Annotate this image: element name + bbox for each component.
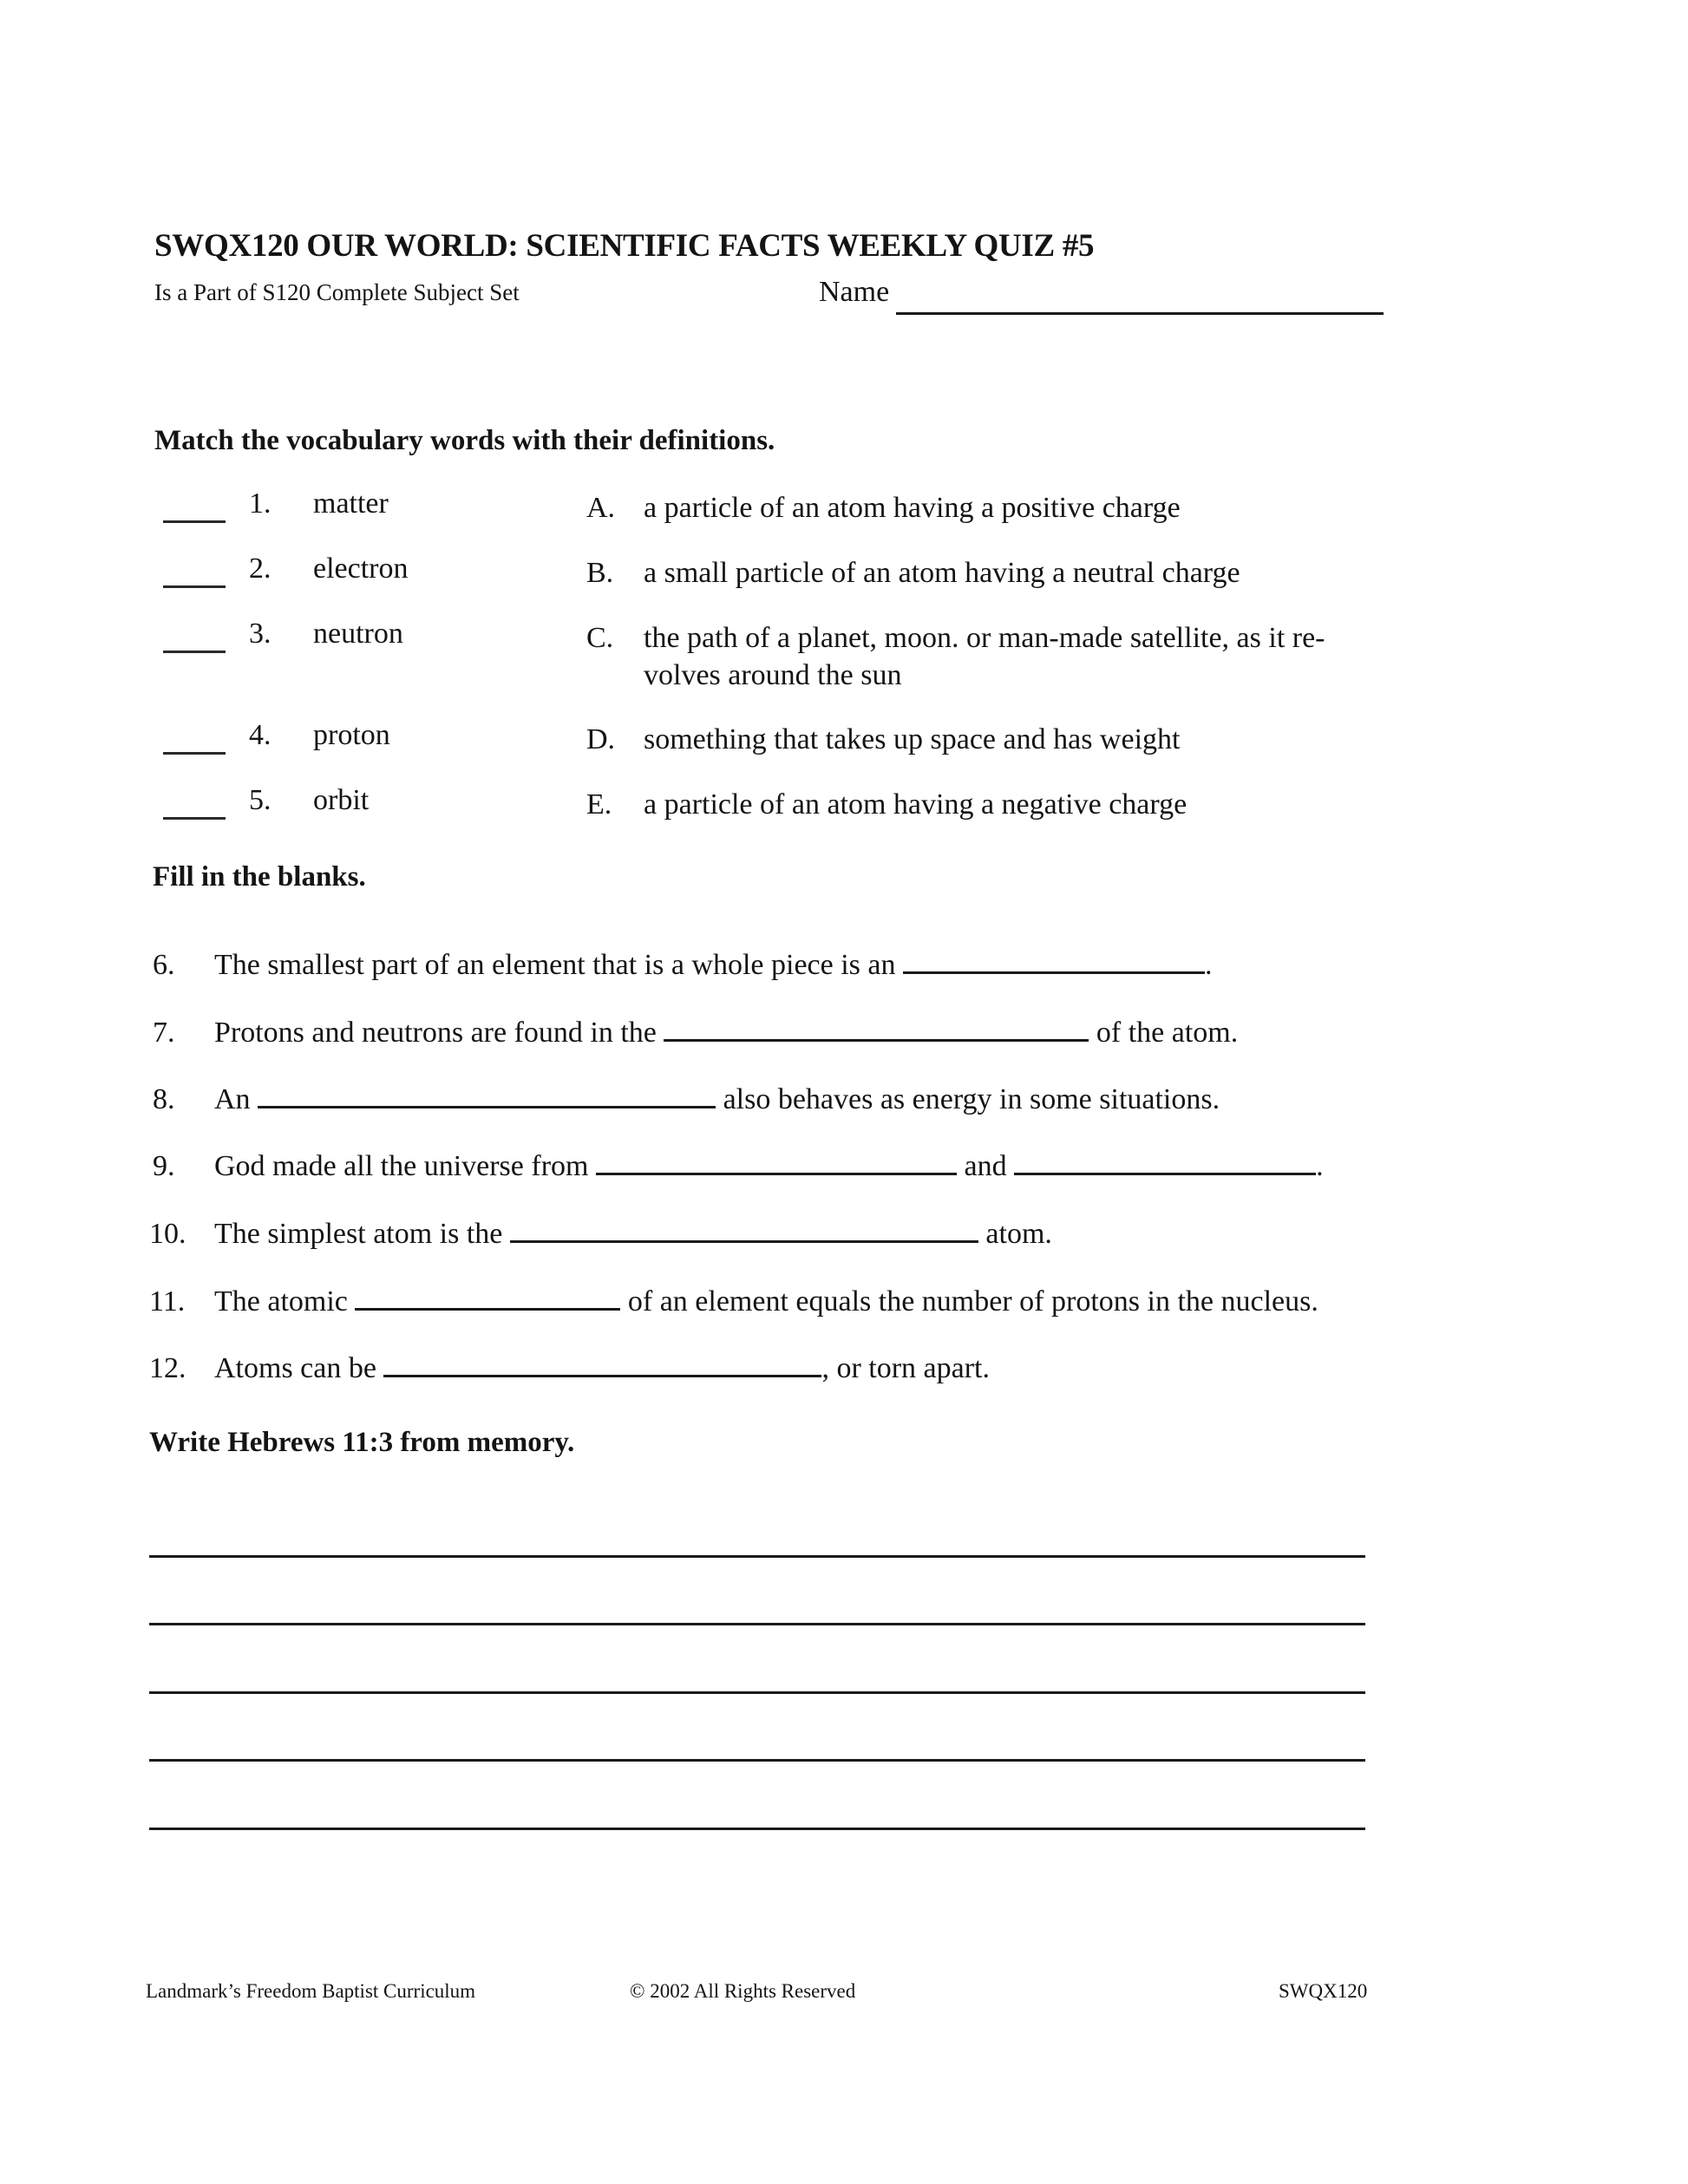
question-text-end: . <box>1205 949 1213 981</box>
question-number: 12. <box>149 1352 186 1384</box>
question-text: The simplest atom is the <box>214 1218 503 1250</box>
question-text: Atoms can be <box>214 1352 376 1384</box>
writing-line[interactable] <box>149 1691 1365 1694</box>
question-text-end: of the atom. <box>1096 1017 1239 1049</box>
question-10 <box>149 1214 1052 1251</box>
answer-blank-5[interactable] <box>163 817 226 820</box>
term-word: neutron <box>313 618 403 650</box>
question-text: Protons and neutrons are found in the <box>214 1017 657 1049</box>
definition-letter: E. <box>586 788 612 821</box>
question-8 <box>153 1080 1220 1116</box>
answer-blank-6[interactable] <box>903 945 1205 974</box>
question-number: 8. <box>153 1083 175 1115</box>
question-number: 10. <box>149 1218 186 1250</box>
term-number: 5. <box>249 784 272 816</box>
question-9 <box>153 1147 1324 1183</box>
question-text-end: of an element equals the number of protons in the nucleus. <box>627 1285 1318 1318</box>
definition-letter: D. <box>586 723 616 755</box>
definition-letter: B. <box>586 557 614 589</box>
term-word: matter <box>313 487 389 520</box>
term-word: proton <box>313 719 390 751</box>
definition-text: a particle of an atom having a positive charge <box>644 492 1181 524</box>
question-12 <box>149 1349 990 1385</box>
question-text-middle: and <box>964 1150 1007 1182</box>
definition-text: something that takes up space and has weight <box>644 723 1181 755</box>
question-text: God made all the universe from <box>214 1150 589 1182</box>
question-number: 7. <box>153 1017 175 1049</box>
question-text: An <box>214 1083 251 1115</box>
term-word: orbit <box>313 784 370 816</box>
question-text-end: also behaves as energy in some situations. <box>723 1083 1220 1115</box>
answer-blank-9a[interactable] <box>596 1147 957 1175</box>
answer-blank-3[interactable] <box>163 651 226 653</box>
answer-blank-2[interactable] <box>163 585 226 588</box>
term-number: 3. <box>249 618 272 650</box>
question-7 <box>153 1013 1238 1049</box>
definition-text: a particle of an atom having a negative charge <box>644 788 1187 821</box>
term-word: electron <box>313 553 409 585</box>
question-text-end: atom. <box>985 1218 1052 1250</box>
writing-line[interactable] <box>149 1759 1365 1762</box>
term-number: 1. <box>249 487 272 520</box>
question-number: 11. <box>149 1285 186 1318</box>
answer-blank-11[interactable] <box>355 1282 620 1311</box>
quiz-title: SWQX120 OUR WORLD: SCIENTIFIC FACTS WEEKLY QUIZ #5 <box>154 228 1095 264</box>
question-number: 9. <box>153 1150 175 1182</box>
name-label: Name <box>819 276 890 308</box>
footer-publisher: Landmark’s Freedom Baptist Curriculum <box>146 1980 476 2002</box>
question-text-end: , or torn apart. <box>821 1352 990 1384</box>
answer-blank-9b[interactable] <box>1014 1147 1316 1175</box>
matching-instruction: Match the vocabulary words with their definitions. <box>154 425 775 456</box>
term-number: 2. <box>249 553 272 585</box>
writing-line[interactable] <box>149 1623 1365 1625</box>
answer-blank-1[interactable] <box>163 520 226 523</box>
definition-text-continued: volves around the sun <box>644 659 902 691</box>
memory-instruction: Write Hebrews 11:3 from memory. <box>149 1427 575 1458</box>
definition-text: a small particle of an atom having a neutral charge <box>644 557 1240 589</box>
answer-blank-7[interactable] <box>664 1013 1089 1042</box>
answer-blank-10[interactable] <box>510 1214 978 1243</box>
fill-in-instruction: Fill in the blanks. <box>153 861 366 893</box>
definition-letter: C. <box>586 622 614 654</box>
answer-blank-12[interactable] <box>383 1349 821 1377</box>
writing-line[interactable] <box>149 1555 1365 1558</box>
footer-code: SWQX120 <box>1279 1980 1368 2002</box>
name-field[interactable] <box>896 312 1384 315</box>
writing-line[interactable] <box>149 1828 1365 1830</box>
question-number: 6. <box>153 949 175 981</box>
definition-letter: A. <box>586 492 616 524</box>
term-number: 4. <box>249 719 272 751</box>
footer-copyright: © 2002 All Rights Reserved <box>630 1980 856 2002</box>
question-11 <box>149 1282 1318 1318</box>
question-text-end: . <box>1316 1150 1324 1182</box>
quiz-subtitle: Is a Part of S120 Complete Subject Set <box>154 279 520 305</box>
question-text: The smallest part of an element that is a whole piece is an <box>214 949 896 981</box>
definition-text: the path of a planet, moon. or man-made satellite, as it re- <box>644 622 1325 654</box>
question-6 <box>153 945 1213 982</box>
question-text: The atomic <box>214 1285 348 1318</box>
answer-blank-8[interactable] <box>258 1080 716 1108</box>
answer-blank-4[interactable] <box>163 752 226 755</box>
